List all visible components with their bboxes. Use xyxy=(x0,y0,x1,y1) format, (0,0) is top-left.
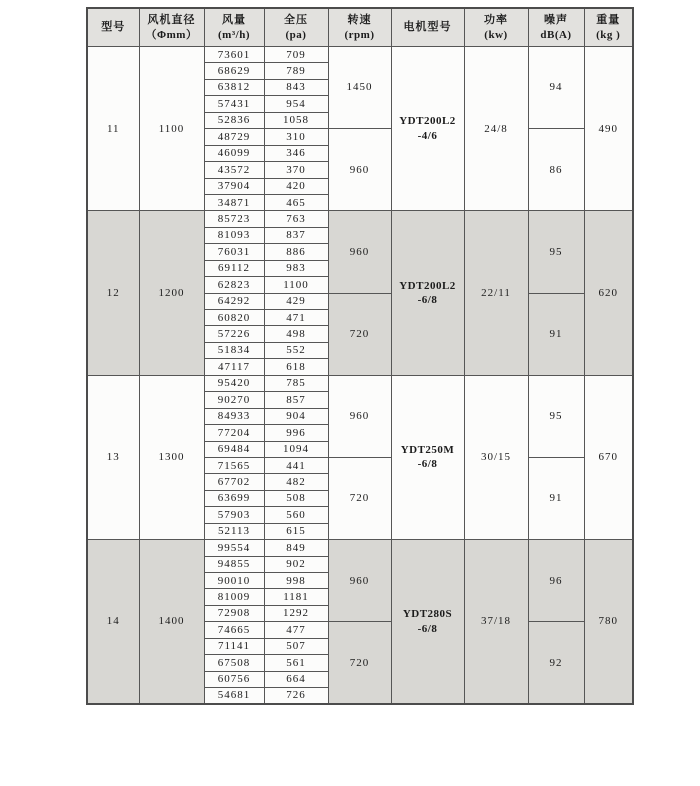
pressure-cell: 886 xyxy=(264,244,328,260)
airflow-cell: 57226 xyxy=(204,326,264,342)
pressure-cell: 370 xyxy=(264,162,328,178)
pressure-cell: 849 xyxy=(264,540,328,556)
pressure-cell: 420 xyxy=(264,178,328,194)
speed-cell: 960 xyxy=(328,540,391,622)
airflow-cell: 67702 xyxy=(204,474,264,490)
table-row xyxy=(87,47,633,63)
airflow-cell: 90010 xyxy=(204,573,264,589)
table-header-row xyxy=(87,8,633,47)
pressure-cell: 954 xyxy=(264,96,328,112)
speed-cell: 720 xyxy=(328,622,391,704)
table-row xyxy=(87,211,633,227)
airflow-cell: 95420 xyxy=(204,375,264,391)
pressure-cell: 983 xyxy=(264,260,328,276)
airflow-cell: 63812 xyxy=(204,79,264,95)
airflow-cell: 34871 xyxy=(204,194,264,210)
weight-cell: 780 xyxy=(584,540,633,704)
airflow-cell: 69112 xyxy=(204,260,264,276)
noise-cell: 91 xyxy=(528,293,584,375)
pressure-cell: 346 xyxy=(264,145,328,161)
airflow-cell: 84933 xyxy=(204,408,264,424)
airflow-cell: 81009 xyxy=(204,589,264,605)
table-row xyxy=(87,375,633,391)
pressure-cell: 726 xyxy=(264,688,328,704)
column-header: 全压 (pa) xyxy=(264,8,328,47)
airflow-cell: 85723 xyxy=(204,211,264,227)
diameter-cell: 1300 xyxy=(139,375,204,539)
airflow-cell: 68629 xyxy=(204,63,264,79)
column-header: 电机型号 xyxy=(391,8,464,47)
power-cell: 24/8 xyxy=(464,47,528,211)
pressure-cell: 618 xyxy=(264,359,328,375)
pressure-cell: 996 xyxy=(264,425,328,441)
pressure-cell: 310 xyxy=(264,129,328,145)
pressure-cell: 1094 xyxy=(264,441,328,457)
airflow-cell: 43572 xyxy=(204,162,264,178)
column-header: 型号 xyxy=(87,8,139,47)
airflow-cell: 72908 xyxy=(204,605,264,621)
noise-cell: 94 xyxy=(528,47,584,129)
column-header: 噪声 dB(A) xyxy=(528,8,584,47)
pressure-cell: 1058 xyxy=(264,112,328,128)
speed-cell: 720 xyxy=(328,457,391,539)
pressure-cell: 902 xyxy=(264,556,328,572)
airflow-cell: 52836 xyxy=(204,112,264,128)
airflow-cell: 51834 xyxy=(204,342,264,358)
pressure-cell: 1181 xyxy=(264,589,328,605)
speed-cell: 960 xyxy=(328,211,391,293)
table-row xyxy=(87,540,633,556)
pressure-cell: 998 xyxy=(264,573,328,589)
pressure-cell: 477 xyxy=(264,622,328,638)
column-header: 风量 (m³/h) xyxy=(204,8,264,47)
model-cell: 11 xyxy=(87,47,139,211)
model-cell: 14 xyxy=(87,540,139,704)
diameter-cell: 1200 xyxy=(139,211,204,375)
weight-cell: 670 xyxy=(584,375,633,539)
pressure-cell: 857 xyxy=(264,392,328,408)
table-body xyxy=(87,47,633,705)
airflow-cell: 64292 xyxy=(204,293,264,309)
airflow-cell: 77204 xyxy=(204,425,264,441)
pressure-cell: 507 xyxy=(264,638,328,654)
airflow-cell: 71565 xyxy=(204,457,264,473)
airflow-cell: 52113 xyxy=(204,523,264,539)
spec-table xyxy=(86,7,634,705)
airflow-cell: 81093 xyxy=(204,227,264,243)
pressure-cell: 429 xyxy=(264,293,328,309)
power-cell: 22/11 xyxy=(464,211,528,375)
model-cell: 12 xyxy=(87,211,139,375)
pressure-cell: 482 xyxy=(264,474,328,490)
airflow-cell: 76031 xyxy=(204,244,264,260)
power-cell: 30/15 xyxy=(464,375,528,539)
motor-model-cell: YDT250M -6/8 xyxy=(391,375,464,539)
pressure-cell: 498 xyxy=(264,326,328,342)
pressure-cell: 615 xyxy=(264,523,328,539)
speed-cell: 1450 xyxy=(328,47,391,129)
airflow-cell: 54681 xyxy=(204,688,264,704)
column-header: 重量 (kg ) xyxy=(584,8,633,47)
model-cell: 13 xyxy=(87,375,139,539)
noise-cell: 86 xyxy=(528,129,584,211)
diameter-cell: 1400 xyxy=(139,540,204,704)
airflow-cell: 73601 xyxy=(204,47,264,63)
pressure-cell: 1292 xyxy=(264,605,328,621)
pressure-cell: 763 xyxy=(264,211,328,227)
speed-cell: 960 xyxy=(328,129,391,211)
airflow-cell: 63699 xyxy=(204,490,264,506)
noise-cell: 95 xyxy=(528,211,584,293)
airflow-cell: 57903 xyxy=(204,507,264,523)
column-header: 风机直径 （Φmm） xyxy=(139,8,204,47)
motor-model-cell: YDT200L2 -6/8 xyxy=(391,211,464,375)
airflow-cell: 71141 xyxy=(204,638,264,654)
airflow-cell: 69484 xyxy=(204,441,264,457)
pressure-cell: 664 xyxy=(264,671,328,687)
airflow-cell: 94855 xyxy=(204,556,264,572)
pressure-cell: 837 xyxy=(264,227,328,243)
weight-cell: 490 xyxy=(584,47,633,211)
airflow-cell: 60820 xyxy=(204,310,264,326)
airflow-cell: 46099 xyxy=(204,145,264,161)
airflow-cell: 99554 xyxy=(204,540,264,556)
noise-cell: 91 xyxy=(528,457,584,539)
pressure-cell: 904 xyxy=(264,408,328,424)
pressure-cell: 1100 xyxy=(264,277,328,293)
pressure-cell: 843 xyxy=(264,79,328,95)
pressure-cell: 785 xyxy=(264,375,328,391)
airflow-cell: 47117 xyxy=(204,359,264,375)
pressure-cell: 471 xyxy=(264,310,328,326)
pressure-cell: 552 xyxy=(264,342,328,358)
airflow-cell: 37904 xyxy=(204,178,264,194)
pressure-cell: 789 xyxy=(264,63,328,79)
column-header: 功率 (kw) xyxy=(464,8,528,47)
airflow-cell: 90270 xyxy=(204,392,264,408)
diameter-cell: 1100 xyxy=(139,47,204,211)
pressure-cell: 441 xyxy=(264,457,328,473)
pressure-cell: 465 xyxy=(264,194,328,210)
airflow-cell: 57431 xyxy=(204,96,264,112)
noise-cell: 95 xyxy=(528,375,584,457)
speed-cell: 720 xyxy=(328,293,391,375)
airflow-cell: 74665 xyxy=(204,622,264,638)
pressure-cell: 561 xyxy=(264,655,328,671)
noise-cell: 96 xyxy=(528,540,584,622)
noise-cell: 92 xyxy=(528,622,584,704)
airflow-cell: 60756 xyxy=(204,671,264,687)
motor-model-cell: YDT200L2 -4/6 xyxy=(391,47,464,211)
power-cell: 37/18 xyxy=(464,540,528,704)
pressure-cell: 508 xyxy=(264,490,328,506)
motor-model-cell: YDT280S -6/8 xyxy=(391,540,464,704)
pressure-cell: 560 xyxy=(264,507,328,523)
pressure-cell: 709 xyxy=(264,47,328,63)
airflow-cell: 48729 xyxy=(204,129,264,145)
airflow-cell: 67508 xyxy=(204,655,264,671)
airflow-cell: 62823 xyxy=(204,277,264,293)
weight-cell: 620 xyxy=(584,211,633,375)
speed-cell: 960 xyxy=(328,375,391,457)
column-header: 转速 (rpm) xyxy=(328,8,391,47)
